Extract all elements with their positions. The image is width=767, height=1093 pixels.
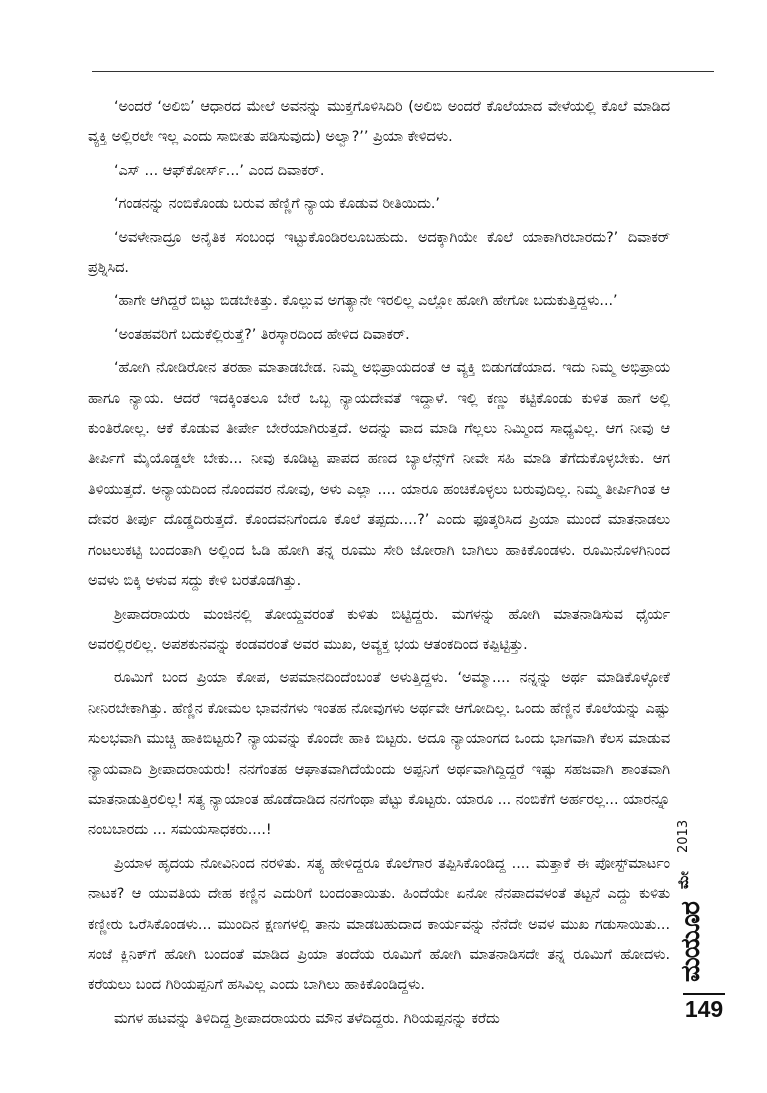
page-number: 149 [684,996,724,1022]
issue-month: ಮೇ [676,871,692,889]
magazine-name: ಮಯೂರ [676,902,706,982]
paragraph: ‘ಹಾಗೇ ಆಗಿದ್ದರೆ ಬಿಟ್ಟು ಬಿಡಬೇಕಿತ್ತು. ಕೊಲ್ಲುವ ಅಗತ್ಯಾನೇ ಇರಲಿಲ್ಲ ಎಲ್ಲೋ ಹೋಗಿ ಹೇಗೋ ಬದುಕುತ್ತಿದ್ದಳು...’ [114,293,618,310]
paragraph: ‘ಅಂತಹವರಿಗೆ ಬದುಕೆಲ್ಲಿರುತ್ತೆ?’ ತಿರಸ್ಕಾರದಿಂದ ಹೇಳಿದ ದಿವಾಕರ್. [114,326,410,343]
paragraph: ರೂಮಿಗೆ ಬಂದ ಪ್ರಿಯಾ ಕೋಪ, ಅಪಮಾನದಿಂದೆಂಬಂತೆ ಅಳುತ್ತಿದ್ದಳು. ‘ಅಮ್ಮಾ.... ನನ್ನನ್ನು ಅರ್ಥ ಮಾಡಿಕೊಳ್ಳೋಕೆ ನೀನಿರಬೇಕಾಗಿತ್ತು. ಹೆಣ್ಣಿನ ಕೋಮಲ ಭಾವನೆಗಳು ಇಂತಹ ನೋವುಗಳು ಅರ್ಥವೇ ಆಗೋದಿಲ್ಲ. ಒಂದು ಹೆಣ್ಣಿನ ಕೊಲೆಯನ್ನು ಎಷ್ಟು ಸುಲಭವಾಗಿ ಮುಚ್ಚಿ ಹಾಕಿಬಿಟ್ಟರು? ನ್ಯಾಯವನ್ನು ಕೊಂದೇ ಹಾಕಿ ಬಿಟ್ಟರು. ಅದೂ ನ್ಯಾಯಾಂಗದ ಒಂದು ಭಾಗವಾಗಿ ಕೆಲಸ ಮಾಡುವ ನ್ಯಾಯವಾದಿ ಶ್ರೀಪಾದರಾಯರು! ನನಗೆಂತಹ ಆಘಾತವಾಗಿದೆಯೆಂದು ಅಪ್ಪನಿಗೆ ಅರ್ಥವಾಗಿದ್ದಿದ್ದರೆ ಇಷ್ಟು ಸಹಜವಾಗಿ ಶಾಂತವಾಗಿ ಮಾತನಾಡುತ್ತಿರಲಿಲ್ಲ! ಸತ್ಯ ನ್ಯಾಯಾಂತ ಹೊಡೆದಾಡಿದ ನನಗೆಂಥಾ ಪೆಟ್ಟು ಕೊಟ್ಟರು. ಯಾರೂ ... ನಂಬಿಕೆಗೆ ಅರ್ಹರಲ್ಲ... ಯಾರನ್ನೂ ನಂಬಬಾರದು ... ಸಮಯಸಾಧಕರು....! [88,670,670,839]
paragraph: ‘ಎಸ್ ... ಆಫ್‌ಕೋರ್ಸ್...’ ಎಂದ ದಿವಾಕರ್. [114,162,325,179]
magazine-sidebar [676,806,706,991]
issue-year: 2013 [676,819,691,853]
paragraph: ‘ಅವಳೇನಾದ್ರೂ ಅನೈತಿಕ ಸಂಬಂಧ ಇಟ್ಟುಕೊಂಡಿರಲೂಬಹುದು. ಅದಕ್ಕಾಗಿಯೇ ಕೊಲೆ ಯಾಕಾಗಿರಬಾರದು?’ ದಿವಾಕರ್ ಪ್ರಶ್ನಿಸಿದ. [88,229,670,277]
paragraph: ‘ಅಂದರೆ ‘ಅಲಿಬಿ’ ಆಧಾರದ ಮೇಲೆ ಅವನನ್ನು ಮುಕ್ತಗೊಳಿಸಿದಿರಿ (ಅಲಿಬಿ ಅಂದರೆ ಕೊಲೆಯಾದ ವೇಳೆಯಲ್ಲಿ ಕೊಲೆ ಮಾಡಿದ ವ್ಯಕ್ತಿ ಅಲ್ಲಿರಲೇ ಇಲ್ಲ ಎಂದು ಸಾಬೀತು ಪಡಿಸುವುದು) ಅಲ್ವಾ?’’ ಪ್ರಿಯಾ ಕೇಳಿದಳು. [88,99,670,146]
page-number-rule [683,993,725,995]
paragraph: ಮಗಳ ಹಟವನ್ನು ತಿಳಿದಿದ್ದ ಶ್ರೀಪಾದರಾಯರು ಮೌನ ತಳೆದಿದ್ದರು. ಗಿರಿಯಪ್ಪನನ್ನು ಕರೆದು [114,1010,500,1027]
header-rule [92,71,714,72]
article-body [88,92,670,1037]
paragraph: ‘ಗಂಡನನ್ನು ನಂಬಿಕೊಂಡು ಬರುವ ಹೆಣ್ಣಿಗೆ ನ್ಯಾಯ ಕೊಡುವ ರೀತಿಯಿದು.’ [114,196,440,213]
paragraph: ಶ್ರೀಪಾದರಾಯರು ಮಂಜಿನಲ್ಲಿ ತೋಯ್ದವರಂತೆ ಕುಳಿತು ಬಿಟ್ಟಿದ್ದರು. ಮಗಳನ್ನು ಹೋಗಿ ಮಾತನಾಡಿಸುವ ಧೈರ್ಯ ಅವರಲ್ಲಿರಲಿಲ್ಲ. ಅಪಶಕುನವನ್ನು ಕಂಡವರಂತೆ ಅವರ ಮುಖ, ಅವ್ಯಕ್ತ ಭಯ ಆತಂಕದಿಂದ ಕಪ್ಪಿಟ್ಟಿತ್ತು. [88,606,670,653]
paragraph: ‘ಹೋಗಿ ನೋಡಿರೋನ ತರಹಾ ಮಾತಾಡಬೇಡ. ನಿಮ್ಮ ಅಭಿಪ್ರಾಯದಂತೆ ಆ ವ್ಯಕ್ತಿ ಬಿಡುಗಡೆಯಾದ. ಇದು ನಿಮ್ಮ ಅಭಿಪ್ರಾಯ ಹಾಗೂ ನ್ಯಾಯ. ಆದರೆ ಇದಕ್ಕಿಂತಲೂ ಬೇರೆ ಒಬ್ಬ ನ್ಯಾಯದೇವತೆ ಇದ್ದಾಳೆ. ಇಲ್ಲಿ ಕಣ್ಣು ಕಟ್ಟಿಕೊಂಡು ಕುಳಿತ ಹಾಗೆ ಅಲ್ಲಿ ಕುಂತಿರೋಲ್ಲ. ಆಕೆ ಕೊಡುವ ತೀರ್ಪೇ ಬೇರೆಯಾಗಿರುತ್ತದೆ. ಅದನ್ನು ವಾದ ಮಾಡಿ ಗೆಲ್ಲಲು ನಿಮ್ಮಿಂದ ಸಾಧ್ಯವಿಲ್ಲ. ಆಗ ನೀವು ಆ ತೀರ್ಪಿಗೆ ಮೈಯೊಡ್ಡಲೇ ಬೇಕು... ನೀವು ಕೂಡಿಟ್ಟ ಪಾಪದ ಹಣದ ಬ್ಯಾಲೆನ್ಸ್‌ಗೆ ನೀವೇ ಸಹಿ ಮಾಡಿ ತೆಗೆದುಕೊಳ್ಳಬೇಕು. ಆಗ ತಿಳಿಯುತ್ತದೆ. ಅನ್ಯಾಯದಿಂದ ನೊಂದವರ ನೋವು, ಅಳು ಎಲ್ಲಾ .... ಯಾರೂ ಹಂಚಿಕೊಳ್ಳಲು ಬರುವುದಿಲ್ಲ. ನಿಮ್ಮ ತೀರ್ಪಿಗಿಂತ ಆ ದೇವರ ತೀರ್ಪು ದೊಡ್ಡದಿರುತ್ತದೆ. ಕೊಂದವನಿಗೆಂದೂ ಕೊಲೆ ತಪ್ಪದು....?’ ಎಂದು ಫೂತ್ಕರಿಸಿದ ಪ್ರಿಯಾ ಮುಂದೆ ಮಾತನಾಡಲು ಗಂಟಲುಕಟ್ಟಿ ಬಂದಂತಾಗಿ ಅಲ್ಲಿಂದ ಓಡಿ ಹೋಗಿ ತನ್ನ ರೂಮು ಸೇರಿ ಜೋರಾಗಿ ಬಾಗಿಲು ಹಾಕಿಕೊಂಡಳು. ರೂಮಿನೊಳಗಿನಿಂದ ಅವಳು ಬಿಕ್ಕಿ ಅಳುವ ಸದ್ದು ಕೇಳಿ ಬರತೊಡಗಿತ್ತು. [88,360,670,590]
paragraph: ಪ್ರಿಯಾಳ ಹೃದಯ ನೋವಿನಿಂದ ನರಳಿತು. ಸತ್ಯ ಹೇಳಿದ್ದರೂ ಕೊಲೆಗಾರ ತಪ್ಪಿಸಿಕೊಂಡಿದ್ದ .... ಮತ್ತಾಕೆ ಈ ಪೋಸ್ಟ್‌ಮಾರ್ಟಂ ನಾಟಕ? ಆ ಯುವತಿಯ ದೇಹ ಕಣ್ಣಿನ ಎದುರಿಗೆ ಬಂದಂತಾಯಿತು. ಹಿಂದೆಯೇ ಏನೋ ನೆನಪಾದವಳಂತೆ ತಟ್ಟನೆ ಎದ್ದು ಕುಳಿತು ಕಣ್ಣೀರು ಒರೆಸಿಕೊಂಡಳು... ಮುಂದಿನ ಕ್ಷಣಗಳಲ್ಲಿ ತಾನು ಮಾಡಬಹುದಾದ ಕಾರ್ಯವನ್ನು ನೆನೆದೇ ಅವಳ ಮುಖ ಗಡುಸಾಯಿತು... ಸಂಜೆ ಕ್ಲಿನಿಕ್‌ಗೆ ಹೋಗಿ ಬಂದಂತೆ ಮಾಡಿದ ಪ್ರಿಯಾ ತಂದೆಯ ರೂಮಿಗೆ ಹೋಗಿ ಮಾತನಾಡಿಸದೇ ತನ್ನ ರೂಮಿಗೆ ಹೋದಳು. ಕರೆಯಲು ಬಂದ ಗಿರಿಯಪ್ಪನಿಗೆ ಹಸಿವಿಲ್ಲ ಎಂದು ಬಾಗಿಲು ಹಾಕಿಕೊಂಡಿದ್ದಳು. [88,855,670,994]
